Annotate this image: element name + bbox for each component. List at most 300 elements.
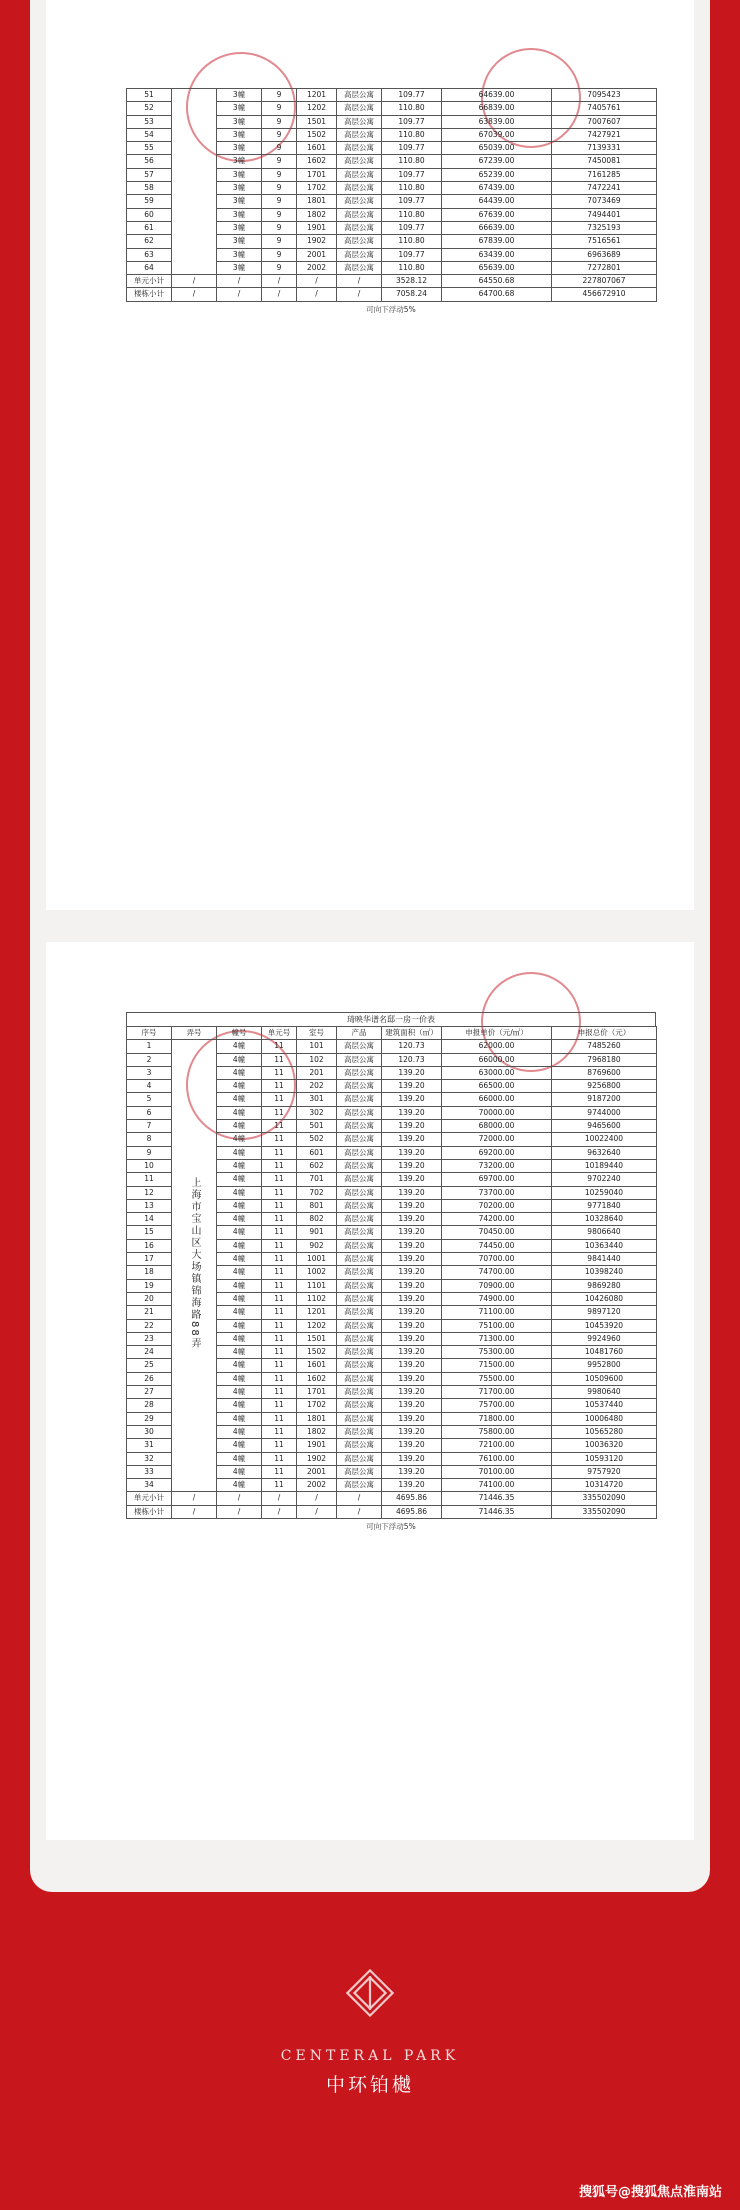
row-index-cell: 30 — [127, 1425, 172, 1438]
table-cell: 73200.00 — [442, 1159, 552, 1172]
subtotal-row — [127, 275, 657, 288]
table-cell: 11 — [262, 1133, 297, 1146]
table-cell: 71800.00 — [442, 1412, 552, 1425]
table-cell: 7494401 — [552, 208, 657, 221]
table-cell: 120.73 — [382, 1053, 442, 1066]
subtotal-label: 单元小计 — [127, 1492, 172, 1505]
row-index-cell: 21 — [127, 1306, 172, 1319]
table-cell: 11 — [262, 1080, 297, 1093]
table-cell: 67639.00 — [442, 208, 552, 221]
table-cell: 4幢 — [217, 1080, 262, 1093]
table-cell: 11 — [262, 1199, 297, 1212]
table-cell: 高层公寓 — [337, 1213, 382, 1226]
table-cell: / — [172, 1492, 217, 1505]
row-index-cell: 58 — [127, 182, 172, 195]
table-cell: 11 — [262, 1159, 297, 1172]
table-cell: 1101 — [297, 1279, 337, 1292]
table-cell: 9952800 — [552, 1359, 657, 1372]
table-cell: 64700.68 — [442, 288, 552, 301]
table-cell: 66000.00 — [442, 1053, 552, 1066]
table-cell: 4幢 — [217, 1199, 262, 1212]
table-cell: / — [337, 1492, 382, 1505]
table-cell: 71700.00 — [442, 1386, 552, 1399]
table-row — [127, 89, 657, 102]
table-cell: 65039.00 — [442, 142, 552, 155]
table-cell: 9897120 — [552, 1306, 657, 1319]
table-cell: 64550.68 — [442, 275, 552, 288]
table-cell: 3幢 — [217, 248, 262, 261]
table-cell: 75700.00 — [442, 1399, 552, 1412]
table-cell: 11 — [262, 1053, 297, 1066]
table-cell: 高层公寓 — [337, 1133, 382, 1146]
table-cell: 1602 — [297, 1372, 337, 1385]
table-cell: 7450081 — [552, 155, 657, 168]
row-index-cell: 6 — [127, 1106, 172, 1119]
table-cell: 4幢 — [217, 1279, 262, 1292]
table-cell: 4幢 — [217, 1253, 262, 1266]
table-cell: 9 — [262, 261, 297, 274]
table-cell: 9869280 — [552, 1279, 657, 1292]
address-cell — [172, 1040, 217, 1492]
row-index-cell: 17 — [127, 1253, 172, 1266]
table-cell: 高层公寓 — [337, 1186, 382, 1199]
table-cell: 9702240 — [552, 1173, 657, 1186]
table-cell: 4幢 — [217, 1319, 262, 1332]
price-float-note-2: 可向下浮动5% — [366, 1521, 416, 1531]
table-cell: 1501 — [297, 1332, 337, 1345]
table-cell: 139.20 — [382, 1120, 442, 1133]
table-cell: 高层公寓 — [337, 1093, 382, 1106]
row-index-cell: 59 — [127, 195, 172, 208]
subtotal-label: 楼栋小计 — [127, 288, 172, 301]
table-cell: 1602 — [297, 155, 337, 168]
row-index-cell: 33 — [127, 1465, 172, 1478]
table-cell: 4幢 — [217, 1159, 262, 1172]
table-cell: 702 — [297, 1186, 337, 1199]
table-cell: 456672910 — [552, 288, 657, 301]
table-cell: 3幢 — [217, 168, 262, 181]
table-cell: 9806640 — [552, 1226, 657, 1239]
table-cell: 1801 — [297, 1412, 337, 1425]
table-cell: 10259040 — [552, 1186, 657, 1199]
table-cell: 4幢 — [217, 1146, 262, 1159]
table-cell: 11 — [262, 1439, 297, 1452]
table-cell: 高层公寓 — [337, 1159, 382, 1172]
row-index-cell: 12 — [127, 1186, 172, 1199]
table-cell: 11 — [262, 1306, 297, 1319]
row-index-cell: 18 — [127, 1266, 172, 1279]
table-cell: 139.20 — [382, 1452, 442, 1465]
table-cell: 802 — [297, 1213, 337, 1226]
table-cell: 76100.00 — [442, 1452, 552, 1465]
table-cell: 3528.12 — [382, 275, 442, 288]
table-cell: 4幢 — [217, 1133, 262, 1146]
table-cell: 7095423 — [552, 89, 657, 102]
table-cell: 高层公寓 — [337, 142, 382, 155]
row-index-cell: 64 — [127, 261, 172, 274]
table-cell: 64439.00 — [442, 195, 552, 208]
table-cell: 1202 — [297, 102, 337, 115]
table-cell: 7058.24 — [382, 288, 442, 301]
table-cell: 501 — [297, 1120, 337, 1133]
table-cell: 75100.00 — [442, 1319, 552, 1332]
header-cell: 建筑面积（㎡） — [382, 1027, 442, 1040]
table-cell: 7405761 — [552, 102, 657, 115]
table-cell: 高层公寓 — [337, 1399, 382, 1412]
table-cell: 3幢 — [217, 235, 262, 248]
table-cell: 75500.00 — [442, 1372, 552, 1385]
table-cell: 1201 — [297, 89, 337, 102]
row-index-cell: 54 — [127, 128, 172, 141]
table-cell: 102 — [297, 1053, 337, 1066]
table-cell: 1002 — [297, 1266, 337, 1279]
table-cell: 139.20 — [382, 1386, 442, 1399]
table-cell: 110.80 — [382, 235, 442, 248]
row-index-cell: 4 — [127, 1080, 172, 1093]
table-cell: 9 — [262, 89, 297, 102]
table-cell: / — [217, 275, 262, 288]
table-cell: 11 — [262, 1372, 297, 1385]
table-cell: 71446.35 — [442, 1505, 552, 1518]
table-cell: 9980640 — [552, 1386, 657, 1399]
table-cell: 335502090 — [552, 1492, 657, 1505]
table-cell: 高层公寓 — [337, 115, 382, 128]
table-cell: 1502 — [297, 128, 337, 141]
table-cell: 4695.86 — [382, 1505, 442, 1518]
table-cell: 9632640 — [552, 1146, 657, 1159]
table-cell: 139.20 — [382, 1080, 442, 1093]
table-cell: 高层公寓 — [337, 1465, 382, 1478]
table-cell: 4幢 — [217, 1120, 262, 1133]
table-cell: 73700.00 — [442, 1186, 552, 1199]
table-cell: / — [297, 1492, 337, 1505]
table-cell: 4幢 — [217, 1292, 262, 1305]
table-cell: 高层公寓 — [337, 1452, 382, 1465]
table-cell: 11 — [262, 1425, 297, 1438]
table-cell: 66639.00 — [442, 221, 552, 234]
row-index-cell: 34 — [127, 1479, 172, 1492]
table-cell: 109.77 — [382, 221, 442, 234]
table-cell: 9256800 — [552, 1080, 657, 1093]
table-cell: 11 — [262, 1399, 297, 1412]
row-index-cell: 61 — [127, 221, 172, 234]
table-cell: 4695.86 — [382, 1492, 442, 1505]
table-cell: 4幢 — [217, 1412, 262, 1425]
table-cell: 139.20 — [382, 1266, 442, 1279]
table-cell: / — [262, 1505, 297, 1518]
table-cell: 4幢 — [217, 1173, 262, 1186]
header-cell: 申报总价（元） — [552, 1027, 657, 1040]
table-cell: 4幢 — [217, 1266, 262, 1279]
table-cell: 3幢 — [217, 142, 262, 155]
table-cell: 高层公寓 — [337, 1412, 382, 1425]
table-cell: 139.20 — [382, 1306, 442, 1319]
table-cell: 10314720 — [552, 1479, 657, 1492]
table-cell: 10481760 — [552, 1346, 657, 1359]
table-cell: 110.80 — [382, 261, 442, 274]
table-cell: 69200.00 — [442, 1146, 552, 1159]
table-cell: 高层公寓 — [337, 1080, 382, 1093]
table-cell: 68000.00 — [442, 1120, 552, 1133]
table-cell: 高层公寓 — [337, 1226, 382, 1239]
table-cell: 9 — [262, 168, 297, 181]
table-cell: 139.20 — [382, 1332, 442, 1345]
table-cell: 110.80 — [382, 102, 442, 115]
table-cell: 10565280 — [552, 1425, 657, 1438]
table-cell: 7427921 — [552, 128, 657, 141]
table-cell: 7485260 — [552, 1040, 657, 1053]
table-cell: 1502 — [297, 1346, 337, 1359]
table-cell: 139.20 — [382, 1372, 442, 1385]
table-cell: 109.77 — [382, 115, 442, 128]
table-cell: 11 — [262, 1359, 297, 1372]
table-cell: 高层公寓 — [337, 1146, 382, 1159]
table-cell: 高层公寓 — [337, 182, 382, 195]
table-cell: 10189440 — [552, 1159, 657, 1172]
table-cell: 63000.00 — [442, 1066, 552, 1079]
header-cell: 序号 — [127, 1027, 172, 1040]
table-cell: 高层公寓 — [337, 235, 382, 248]
table-cell: 9924960 — [552, 1332, 657, 1345]
table-cell: 4幢 — [217, 1399, 262, 1412]
header-cell: 弄号 — [172, 1027, 217, 1040]
brand-name-cn: 中环铂樾 — [325, 2074, 414, 2096]
table-cell: 1702 — [297, 1399, 337, 1412]
table-cell: 7968180 — [552, 1053, 657, 1066]
table-cell: 502 — [297, 1133, 337, 1146]
table-cell: 11 — [262, 1120, 297, 1133]
price-list-page-2 — [46, 942, 694, 1840]
table-cell: 高层公寓 — [337, 168, 382, 181]
table-cell: 4幢 — [217, 1465, 262, 1478]
row-index-cell: 10 — [127, 1159, 172, 1172]
row-index-cell: 52 — [127, 102, 172, 115]
row-index-cell: 20 — [127, 1292, 172, 1305]
table-cell: 62000.00 — [442, 1040, 552, 1053]
row-index-cell: 25 — [127, 1359, 172, 1372]
table-cell: 1102 — [297, 1292, 337, 1305]
table-cell: 63439.00 — [442, 248, 552, 261]
table-cell: 1802 — [297, 1425, 337, 1438]
table-cell: 高层公寓 — [337, 1292, 382, 1305]
table-cell: 2001 — [297, 248, 337, 261]
table-title: 琦映华谱名邸一房一价表 — [126, 1012, 656, 1026]
table-cell: 10537440 — [552, 1399, 657, 1412]
table-cell: 11 — [262, 1465, 297, 1478]
table-cell: 高层公寓 — [337, 1332, 382, 1345]
table-cell: 901 — [297, 1226, 337, 1239]
header-cell: 单元号 — [262, 1027, 297, 1040]
price-table-2 — [126, 1012, 656, 1532]
table-cell: / — [217, 1492, 262, 1505]
table-cell: 74100.00 — [442, 1479, 552, 1492]
lane-cell — [172, 89, 217, 275]
table-cell: 70900.00 — [442, 1279, 552, 1292]
table-cell: 高层公寓 — [337, 248, 382, 261]
table-cell: 高层公寓 — [337, 261, 382, 274]
table-cell: 10036320 — [552, 1439, 657, 1452]
table-cell: 139.20 — [382, 1479, 442, 1492]
table-cell: 4幢 — [217, 1452, 262, 1465]
table-cell: 74450.00 — [442, 1239, 552, 1252]
row-index-cell: 9 — [127, 1146, 172, 1159]
price-table-1 — [126, 88, 656, 315]
table-cell: 139.20 — [382, 1226, 442, 1239]
table-header-row — [127, 1027, 657, 1040]
table-cell: 9 — [262, 115, 297, 128]
table-cell: 9 — [262, 195, 297, 208]
table-cell: 高层公寓 — [337, 1386, 382, 1399]
table-cell: 4幢 — [217, 1439, 262, 1452]
row-index-cell: 2 — [127, 1053, 172, 1066]
table-cell: 74900.00 — [442, 1292, 552, 1305]
source-watermark: 搜狐号@搜狐焦点淮南站 — [578, 2185, 722, 2200]
row-index-cell: 5 — [127, 1093, 172, 1106]
table-cell: 74200.00 — [442, 1213, 552, 1226]
subtotal-row — [127, 1492, 657, 1505]
table-cell: 11 — [262, 1253, 297, 1266]
table-cell: 139.20 — [382, 1146, 442, 1159]
table-cell: 10426080 — [552, 1292, 657, 1305]
table-cell: 139.20 — [382, 1173, 442, 1186]
row-index-cell: 55 — [127, 142, 172, 155]
row-index-cell: 28 — [127, 1399, 172, 1412]
table-cell: 7007607 — [552, 115, 657, 128]
table-cell: 10363440 — [552, 1239, 657, 1252]
table-cell: 4幢 — [217, 1226, 262, 1239]
table-cell: 10593120 — [552, 1452, 657, 1465]
table-cell: 120.73 — [382, 1040, 442, 1053]
table-cell: / — [262, 1492, 297, 1505]
table-cell: 1701 — [297, 168, 337, 181]
table-cell: 3幢 — [217, 208, 262, 221]
table-cell: 4幢 — [217, 1359, 262, 1372]
table-cell: 69700.00 — [442, 1173, 552, 1186]
subtotal-label: 楼栋小计 — [127, 1505, 172, 1518]
table-cell: 7139331 — [552, 142, 657, 155]
table-cell: 75800.00 — [442, 1425, 552, 1438]
table-cell: / — [217, 1505, 262, 1518]
table-cell: 11 — [262, 1412, 297, 1425]
table-cell: 高层公寓 — [337, 155, 382, 168]
table-cell: 4幢 — [217, 1186, 262, 1199]
table-cell: 11 — [262, 1146, 297, 1159]
table-cell: 301 — [297, 1093, 337, 1106]
table-cell: 11 — [262, 1239, 297, 1252]
table-cell: 601 — [297, 1146, 337, 1159]
table-cell: 1702 — [297, 182, 337, 195]
table-cell: 64639.00 — [442, 89, 552, 102]
table-cell: / — [172, 275, 217, 288]
table-cell: 高层公寓 — [337, 1425, 382, 1438]
table-cell: 4幢 — [217, 1372, 262, 1385]
table-cell: 3幢 — [217, 195, 262, 208]
table-cell: 139.20 — [382, 1399, 442, 1412]
table-cell: 高层公寓 — [337, 208, 382, 221]
table-cell: 139.20 — [382, 1359, 442, 1372]
table-cell: 66500.00 — [442, 1080, 552, 1093]
table-cell: 9 — [262, 182, 297, 195]
table-cell: 701 — [297, 1173, 337, 1186]
table-cell: 139.20 — [382, 1465, 442, 1478]
row-index-cell: 7 — [127, 1120, 172, 1133]
table-cell: 139.20 — [382, 1425, 442, 1438]
table-cell: 高层公寓 — [337, 1253, 382, 1266]
header-cell: 室号 — [297, 1027, 337, 1040]
table-cell: 110.80 — [382, 182, 442, 195]
table-cell: 9 — [262, 248, 297, 261]
table-cell: 202 — [297, 1080, 337, 1093]
table-cell: 65239.00 — [442, 168, 552, 181]
row-index-cell: 8 — [127, 1133, 172, 1146]
table-cell: 139.20 — [382, 1159, 442, 1172]
header-cell: 幢号 — [217, 1027, 262, 1040]
table-cell: 4幢 — [217, 1306, 262, 1319]
table-cell: / — [337, 275, 382, 288]
table-cell: 9 — [262, 208, 297, 221]
table-cell: 70700.00 — [442, 1253, 552, 1266]
table-cell: 1001 — [297, 1253, 337, 1266]
row-index-cell: 29 — [127, 1412, 172, 1425]
table-cell: 7073469 — [552, 195, 657, 208]
table-cell: 7325193 — [552, 221, 657, 234]
table-cell: 9465600 — [552, 1120, 657, 1133]
row-index-cell: 24 — [127, 1346, 172, 1359]
table-cell: 11 — [262, 1386, 297, 1399]
table-cell: 3幢 — [217, 89, 262, 102]
table-cell: 139.20 — [382, 1346, 442, 1359]
table-cell: 139.20 — [382, 1199, 442, 1212]
table-cell: 高层公寓 — [337, 1040, 382, 1053]
table-cell: 11 — [262, 1173, 297, 1186]
row-index-cell: 23 — [127, 1332, 172, 1345]
table-cell: 3幢 — [217, 182, 262, 195]
table-cell: 109.77 — [382, 89, 442, 102]
table-cell: 11 — [262, 1040, 297, 1053]
table-cell: 2001 — [297, 1465, 337, 1478]
table-cell: 10453920 — [552, 1319, 657, 1332]
table-cell: 11 — [262, 1479, 297, 1492]
table-cell: 1901 — [297, 1439, 337, 1452]
table-cell: / — [172, 1505, 217, 1518]
table-cell: 11 — [262, 1452, 297, 1465]
table-cell: 72100.00 — [442, 1439, 552, 1452]
table-cell: 高层公寓 — [337, 221, 382, 234]
table-cell: 高层公寓 — [337, 1106, 382, 1119]
table-cell: 71100.00 — [442, 1306, 552, 1319]
table-cell: 11 — [262, 1186, 297, 1199]
table-cell: 10509600 — [552, 1372, 657, 1385]
table-cell: 4幢 — [217, 1346, 262, 1359]
table-cell: 66000.00 — [442, 1093, 552, 1106]
table-cell: 高层公寓 — [337, 1479, 382, 1492]
table-cell: 11 — [262, 1279, 297, 1292]
table-cell: 801 — [297, 1199, 337, 1212]
table-cell: 9744000 — [552, 1106, 657, 1119]
table-cell: 139.20 — [382, 1412, 442, 1425]
table-cell: 139.20 — [382, 1186, 442, 1199]
table-cell: 9757920 — [552, 1465, 657, 1478]
subtotal-label: 单元小计 — [127, 275, 172, 288]
table-cell: 109.77 — [382, 248, 442, 261]
table-cell: 74700.00 — [442, 1266, 552, 1279]
table-cell: 11 — [262, 1226, 297, 1239]
table-cell: 4幢 — [217, 1239, 262, 1252]
row-index-cell: 60 — [127, 208, 172, 221]
table-cell: 7272801 — [552, 261, 657, 274]
table-cell: 227807067 — [552, 275, 657, 288]
table-cell: 4幢 — [217, 1332, 262, 1345]
